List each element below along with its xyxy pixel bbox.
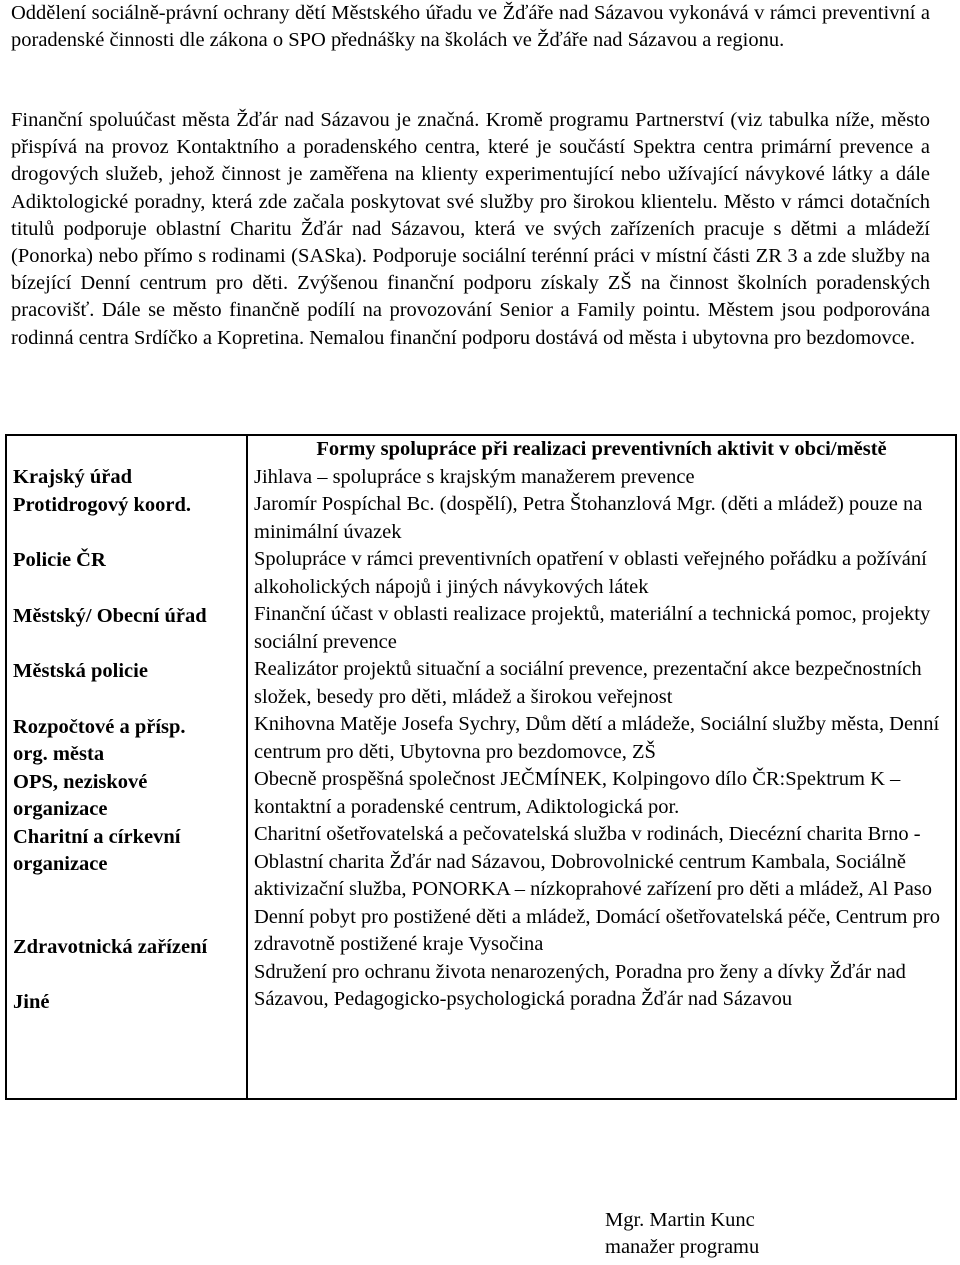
row-value: Knihovna Matěje Josefa Sychry, Dům dětí a mládeže, Sociální služby města, Denní centrum pro děti, Ubytovna pro bezdomovce, ZŠ: [254, 713, 940, 763]
row-label: Rozpočtové a přísp. org. města: [13, 715, 186, 765]
row-label: Zdravotnická zařízení: [13, 935, 208, 958]
table-header: Formy spolupráce při realizaci preventivních aktivit v obci/městě: [316, 438, 887, 460]
signature-name: Mgr. Martin Kunc: [605, 1209, 755, 1231]
row-label: Charitní a církevní organizace: [13, 825, 181, 875]
row-label: OPS, neziskové organizace: [13, 770, 148, 820]
row-label: Policie ČR: [13, 549, 106, 571]
signature-role: manažer programu: [605, 1236, 760, 1258]
row-label: Městský/ Obecní úřad: [13, 604, 207, 627]
row-label: Protidrogový koord.: [13, 493, 192, 516]
signature: [605, 1207, 759, 1261]
row-value: Jihlava – spolupráce s krajským manažerem prevence: [254, 465, 695, 488]
row-value: Finanční účast v oblasti realizace projektů, materiální a technická pomoc, projekty sociální prevence: [254, 603, 931, 653]
row-value: Charitní ošetřovatelská a pečovatelská služba v rodinách, Diecézní charita Brno - Oblastní charita Žďár nad Sázavou, Dobrovolnické centrum Kambala, Sociálně aktivizační služba, PONORKA – nízkoprahové zařízení pro děti a mládež, Al Paso: [254, 823, 933, 900]
financing-paragraph: Finanční spoluúčast města Žďár nad Sázavou je značná. Kromě programu Partnerství (viz tabulka níže, město přispívá na provoz Kontaktního a poradenského centra, které je součástí Spektra centra primární prevence a drogových služeb, jehož činnost je zaměřena na klienty experimentující nebo užívající návykové látky a dále Adiktologické poradny, která zde začala poskytovat své služby pro širokou klientelu. Město v rámci dotačních titulů podporuje oblastní Charitu Žďár nad Sázavou, která ve svých zařízeních pracuje s dětmi a mládeží (Ponorka) nebo přímo s rodinami (SASka). Podporuje sociální terénní práci v místní části ZR 3 a zde služby na bízející Denní centrum pro děti. Zvýšenou finanční podporu získaly ZŠ na činnost školních poradenských pracovišť. Dále se město finančně podílí na provozování Senior a Family pointu. Městem jsou podporována rodinná centra Srdíčko a Kopretina. Nemalou finanční podporu dostává od města i ubytovna pro bezdomovce.: [11, 109, 930, 349]
table-row: [6, 435, 956, 1099]
row-value: Denní pobyt pro postižené děti a mládež, Domácí ošetřovatelská péče, Centrum pro zdravotně postižené kraje Vysočina: [254, 905, 940, 955]
values-column: [247, 435, 956, 1099]
cooperation-table: [5, 434, 957, 1100]
row-value: Sdružení pro ochranu života nenarozených, Poradna pro ženy a dívky Žďár nad Sázavou, Pedagogicko-psychologická poradna Žďár nad Sázavou: [254, 960, 906, 1010]
row-value: Spolupráce v rámci preventivních opatření v oblasti veřejného pořádku a požívání alkoholických nápojů i jiných návykových látek: [254, 548, 927, 598]
row-value: Obecně prospěšná společnost JEČMÍNEK, Kolpingovo dílo ČR:Spektrum K – kontaktní a poradenské centrum, Adiktologická por.: [254, 768, 901, 818]
row-label: Krajský úřad: [13, 466, 133, 488]
row-value: Jaromír Pospíchal Bc. (dospělí), Petra Štohanzlová Mgr. (děti a mládež) pouze na minimální úvazek: [254, 493, 923, 543]
row-label: Jiné: [13, 991, 50, 1013]
row-label: Městská policie: [13, 660, 148, 682]
row-value: Realizátor projektů situační a sociální prevence, prezentační akce bezpečnostních složek, besedy pro děti, mládež a širokou veřejnost: [254, 658, 922, 708]
labels-column: [6, 435, 247, 1099]
intro-paragraph: Oddělení sociálně-právní ochrany dětí Městského úřadu ve Žďáře nad Sázavou vykonává v rámci preventivní a poradenské činnosti dle zákona o SPO přednášky na školách ve Žďáře nad Sázavou a regionu.: [11, 2, 930, 52]
